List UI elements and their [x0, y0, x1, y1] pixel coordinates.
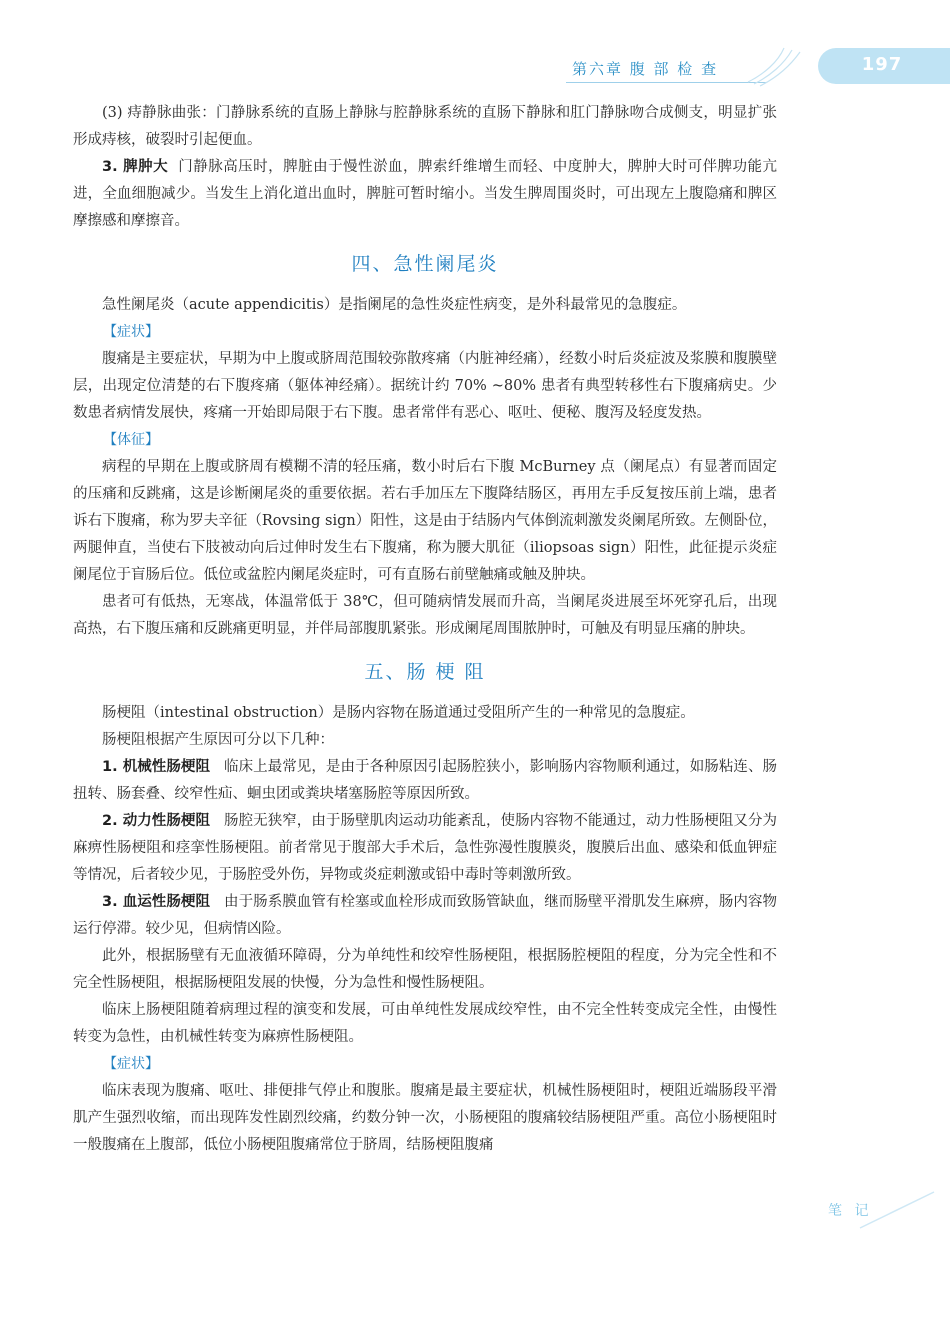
- paragraph-text: (3) 痔静脉曲张：门静脉系统的直肠上静脉与腔静脉系统的直肠下静脉和肛门静脉吻合成侧支，明显扩张形成痔核，破裂时引起便血。: [73, 105, 777, 148]
- paragraph-mechanical: [73, 754, 777, 808]
- paragraph-obstruction-more: 此外，根据肠壁有无血液循环障碍，分为单纯性和绞窄性肠梗阻，根据肠腔梗阻的程度，分为完全性和不完全性肠梗阻，根据肠梗阻发展的快慢，分为急性和慢性肠梗阻。: [73, 948, 777, 991]
- paragraph-text: 门静脉高压时，脾脏由于慢性淤血，脾索纤维增生而轻、中度肿大，脾肿大时可伴脾功能亢进，全血细胞减少。当发生上消化道出血时，脾脏可暂时缩小。当发生脾周围炎时，可出现左上腹隐痛和脾区摩擦感和摩擦音。: [73, 159, 778, 229]
- header-rule: [566, 82, 766, 83]
- tag-sign: 【体征】: [103, 432, 159, 448]
- paragraph-text: 肠腔无狭窄，由于肠壁肌肉运动功能紊乱，使肠内容物不能通过，动力性肠梗阻又分为麻痹性肠梗阻和痉挛性肠梗阻。前者常见于腹部大手术后，急性弥漫性腹膜炎，腹膜后出血、感染和低血钾症等情况，后者较少见，于肠腔受外伤，异物或炎症刺激或铅中毒时等刺激所致。: [73, 813, 778, 883]
- paragraph-appendicitis-intro: 急性阑尾炎（acute appendicitis）是指阑尾的急性炎症性病变，是外科最常见的急腹症。: [102, 297, 687, 313]
- paragraph-splenomegaly: [73, 154, 777, 235]
- paragraph-dynamic: [73, 808, 777, 889]
- page-header: [0, 44, 950, 88]
- page-number: 197: [861, 54, 903, 75]
- notes-pen-line-icon: [858, 1190, 938, 1230]
- notes-label: 笔 记: [828, 1203, 873, 1219]
- section-title-appendicitis: 四、急性阑尾炎: [351, 253, 499, 275]
- paragraph-obstruction-classify: 肠梗阻根据产生原因可分以下几种：: [102, 732, 334, 748]
- item-lead: 3. 血运性肠梗阻: [102, 894, 211, 910]
- paragraph-text: 由于肠系膜血管有栓塞或血栓形成而致肠管缺血，继而肠壁平滑肌发生麻痹，肠内容物运行停滞。较少见，但病情凶险。: [73, 894, 778, 937]
- paragraph-text: 临床上最常见，是由于各种原因引起肠腔狭小，影响肠内容物顺利通过，如肠粘连、肠扭转、肠套叠、绞窄性疝、蛔虫团或粪块堵塞肠腔等原因所致。: [73, 759, 778, 802]
- item-lead: 3. 脾肿大: [102, 159, 169, 175]
- paragraph-hemorrhoid: [73, 100, 777, 154]
- paragraph-obstruction-symptom: 临床表现为腹痛、呕吐、排便排气停止和腹胀。腹痛是最主要症状，机械性肠梗阻时，梗阻近端肠段平滑肌产生强烈收缩，而出现阵发性剧烈绞痛，约数分钟一次，小肠梗阻的腹痛较结肠梗阻严重。高位小肠梗阻时一般腹痛在上腹部，低位小肠梗阻腹痛常位于脐周，结肠梗阻腹痛: [73, 1083, 777, 1153]
- section-title-obstruction: 五、肠 梗 阻: [364, 661, 486, 683]
- paragraph-appendicitis-symptom: 腹痛是主要症状，早期为中上腹或脐周范围较弥散疼痛（内脏神经痛），经数小时后炎症波及浆膜和腹膜壁层，出现定位清楚的右下腹疼痛（躯体神经痛）。据统计约 70% ~80% 患者有典型转移性右下腹痛病史。少数患者病情发展快，疼痛一开始即局限于右下腹。患者常伴有恶心、呕吐、便秘、腹泻及轻度发热。: [73, 351, 777, 421]
- paragraph-appendicitis-fever: 患者可有低热，无寒战，体温常低于 38℃，但可随病情发展而升高，当阑尾炎进展至坏死穿孔后，出现高热，右下腹压痛和反跳痛更明显，并伴局部腹肌紧张。形成阑尾周围脓肿时，可触及有明显压痛的肿块。: [73, 594, 777, 637]
- paragraph-vascular: [73, 889, 777, 943]
- page-body: [73, 100, 777, 1159]
- chapter-title: 第六章 腹 部 检 查: [572, 60, 719, 78]
- tag-symptom: 【症状】: [103, 324, 159, 340]
- item-lead: 1. 机械性肠梗阻: [102, 759, 211, 775]
- paragraph-obstruction-intro: 肠梗阻（intestinal obstruction）是肠内容物在肠道通过受阻所产生的一种常见的急腹症。: [102, 705, 695, 721]
- swirl-decoration-icon: [744, 44, 814, 88]
- paragraph-appendicitis-sign: 病程的早期在上腹或脐周有模糊不清的轻压痛，数小时后右下腹 McBurney 点（阑尾点）有显著而固定的压痛和反跳痛，这是诊断阑尾炎的重要依据。若右手加压左下腹降结肠区，再用左手反复按压前上端，患者诉右下腹痛，称为罗夫辛征（Rovsing sign）阳性，这是由于结肠内气体倒流刺激发炎阑尾所致。左侧卧位，两腿伸直，当使右下肢被动向后过伸时发生右下腹痛，称为腰大肌征（iliopsoas sign）阳性，此征提示炎症阑尾位于盲肠后位。低位或盆腔内阑尾炎症时，可有直肠右前壁触痛或触及肿块。: [73, 459, 777, 583]
- paragraph-obstruction-clinical: 临床上肠梗阻随着病理过程的演变和发展，可由单纯性发展成绞窄性，由不完全性转变成完全性，由慢性转变为急性，由机械性转变为麻痹性肠梗阻。: [73, 1002, 777, 1045]
- tag-symptom-obstruction: 【症状】: [103, 1056, 159, 1072]
- item-lead: 2. 动力性肠梗阻: [102, 813, 211, 829]
